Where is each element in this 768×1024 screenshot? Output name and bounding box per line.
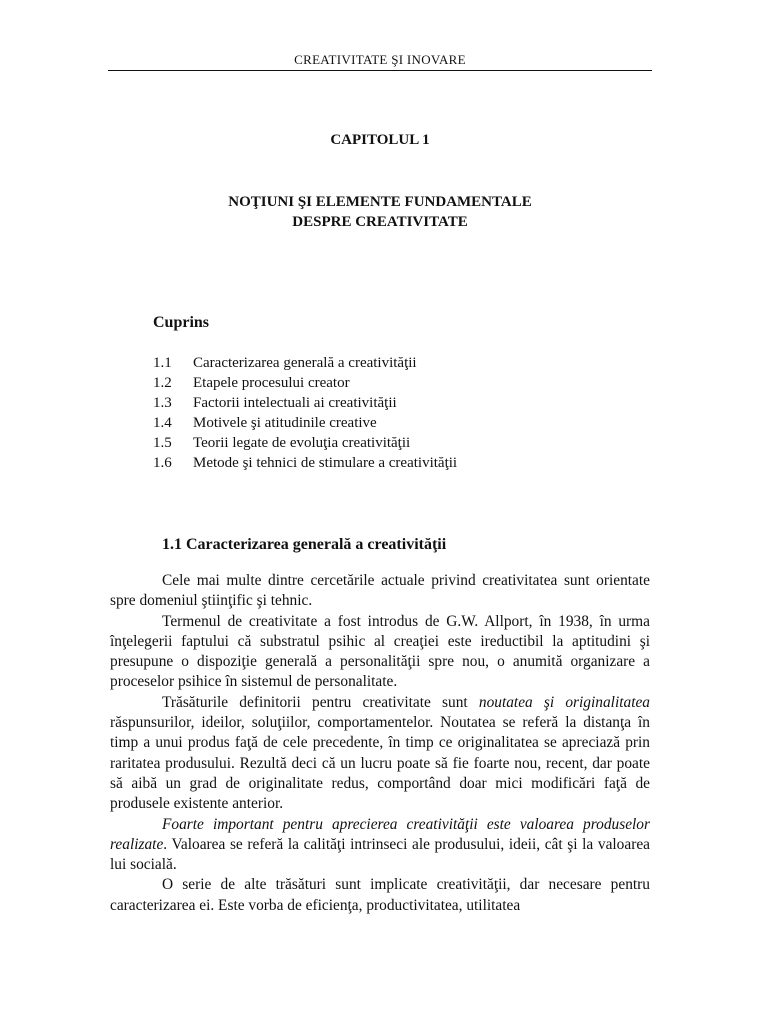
paragraph-4-rest: . Valoarea se referă la calităţi intrinseci ale produsului, ideii, cât şi la valoarea lui socială. <box>110 835 650 874</box>
paragraph-5: O serie de alte trăsături sunt implicate creativităţii, dar necesare pentru caracterizarea ei. Este vorba de eficienţa, productivitatea, utilitatea <box>110 876 650 914</box>
chapter-title-line-2: DESPRE CREATIVITATE <box>292 214 468 230</box>
paragraph-3-rest: răspunsurilor, ideilor, soluţiilor, comportamentelor. Noutatea se referă la distanţa în timp a unui produs faţă de cele precedente, în timp ce originalitatea se apreciază prin raritatea produsului. Rezultă deci că un lucru poate să fie foarte nou, recent, dar poate să aibă un grad de originalitate redus, comportând doar mici modificări faţă de produsele existente anterior. <box>110 714 650 813</box>
toc-item-label: Metode şi tehnici de stimulare a creativităţii <box>193 455 458 471</box>
toc-item-number: 1.3 <box>153 395 172 411</box>
toc-item <box>153 353 457 373</box>
chapter-title <box>108 192 652 232</box>
paragraph-2: Termenul de creativitate a fost introdus de G.W. Allport, în 1938, în urma înţelegerii faptului că substratul psihic al creaţiei este ireductibil la aptitudini şi presupune o dispoziţie generală a personalităţii spre nou, o anumită organizare a proceselor psihice în sistemul de personalitate. <box>110 612 650 691</box>
toc-item-label: Motivele şi atitudinile creative <box>193 415 377 431</box>
toc-item-number: 1.1 <box>153 355 172 371</box>
chapter-title-line-1: NOŢIUNI ŞI ELEMENTE FUNDAMENTALE <box>228 194 532 210</box>
section-body <box>110 571 650 916</box>
toc-item <box>153 453 457 473</box>
header-rule <box>108 70 652 71</box>
running-header: CREATIVITATE ŞI INOVARE <box>294 52 466 67</box>
toc-item-number: 1.2 <box>153 375 172 391</box>
toc-item <box>153 393 457 413</box>
toc-item-number: 1.5 <box>153 435 172 451</box>
toc-item <box>153 413 457 433</box>
paragraph-4 <box>110 815 650 876</box>
toc-item <box>153 373 457 393</box>
toc-heading: Cuprins <box>153 314 210 331</box>
paragraph-1: Cele mai multe dintre cercetările actuale privind creativitatea sunt orientate spre domeniul ştiinţific şi tehnic. <box>110 572 650 610</box>
emphasis-noutatea-originalitatea: noutatea şi originalitatea <box>478 693 650 711</box>
paragraph-3-lead: Trăsăturile definitorii pentru creativitate sunt <box>162 693 479 711</box>
paragraph-3 <box>110 693 650 815</box>
toc-item-number: 1.4 <box>153 415 172 431</box>
toc-item-label: Caracterizarea generală a creativităţii <box>193 355 417 371</box>
toc-item-label: Etapele procesului creator <box>193 375 350 391</box>
table-of-contents <box>153 353 457 473</box>
emphasis-valoarea-produselor: Foarte important pentru aprecierea creativităţii este valoarea produselor realizate <box>110 815 650 853</box>
toc-item <box>153 433 457 453</box>
toc-item-label: Teorii legate de evoluţia creativităţii <box>193 435 411 451</box>
toc-item-label: Factorii intelectuali ai creativităţii <box>193 395 397 411</box>
chapter-label: CAPITOLUL 1 <box>330 132 430 148</box>
toc-item-number: 1.6 <box>153 455 172 471</box>
section-heading: 1.1 Caracterizarea generală a creativităţii <box>162 536 447 553</box>
